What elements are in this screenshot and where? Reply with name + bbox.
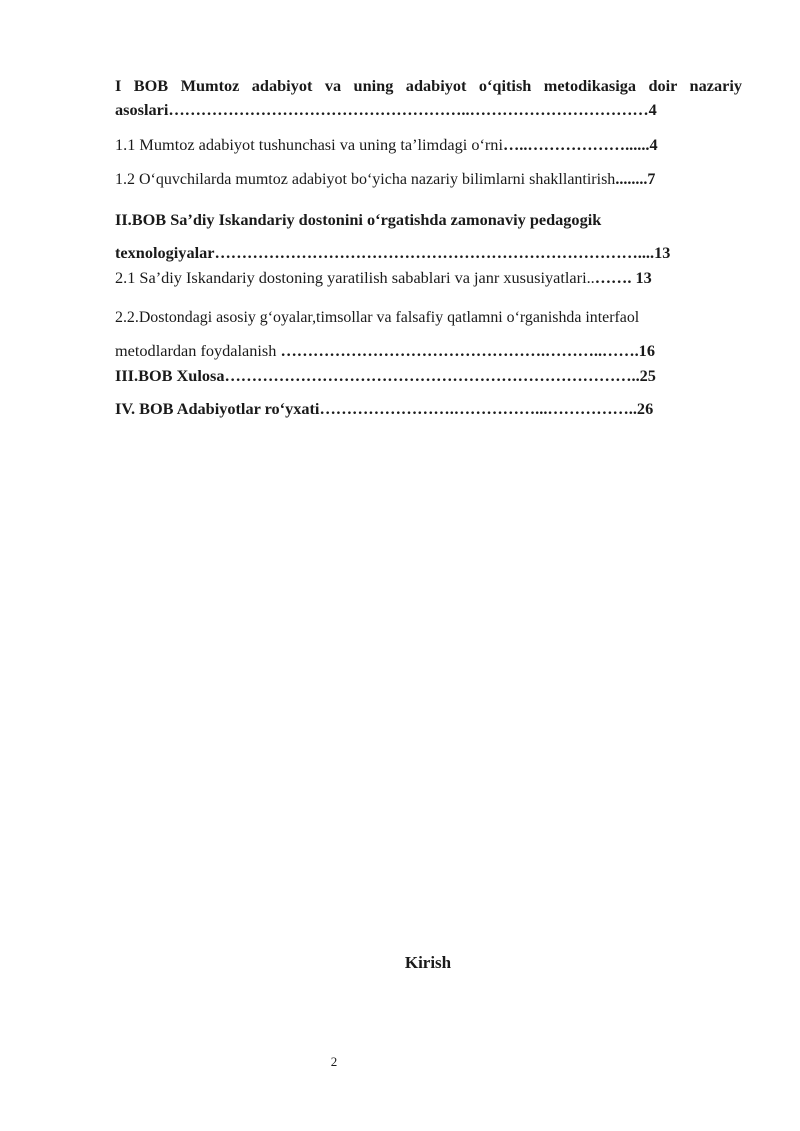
toc-entry-section-2-1-title: 2.1 Sa’diy Iskandariy dostoning yaratilish sabablari va janr xususiyatlari.. xyxy=(115,268,595,287)
toc-entry-section-2-2[interactable] xyxy=(115,301,742,367)
toc-entry-section-1-1-title: 1.1 Mumtoz adabiyot tushunchasi va uning ta’limdagi o‘rni xyxy=(115,135,503,154)
toc-entry-section-2-1[interactable] xyxy=(115,267,742,289)
section-heading-kirish: Kirish xyxy=(404,953,452,972)
toc-entry-section-2-2-line1: 2.2.Dostondagi asosiy g‘oyalar,timsollar va falsafiy qatlamni o‘rganishda interfaol xyxy=(115,309,640,326)
toc-entry-chapter-3-title: III.BOB Xulosa…………………………………………………………………..25 xyxy=(115,366,656,385)
toc-entry-section-1-1[interactable] xyxy=(115,134,742,156)
toc-entry-section-2-1-leader: ……. 13 xyxy=(594,268,652,287)
toc-entry-section-1-1-leader: …..………………......4 xyxy=(502,135,658,154)
toc-entry-chapter-3[interactable] xyxy=(115,365,742,387)
toc-entry-section-1-2-leader: ........7 xyxy=(615,171,656,188)
toc-entry-chapter-2-line2: texnologiyalar……………………………………………………………………....13 xyxy=(115,243,671,262)
toc-entry-section-1-2[interactable] xyxy=(115,169,742,191)
toc-entry-chapter-1[interactable] xyxy=(115,74,742,122)
toc-entry-section-2-2-leader: ………………………………………….………..…….16 xyxy=(280,341,655,360)
toc-entry-section-2-2-line2-title: metodlardan foydalanish xyxy=(115,341,281,360)
page-number: 2 xyxy=(330,1054,338,1069)
toc-entry-section-1-2-title: 1.2 O‘quvchilarda mumtoz adabiyot bo‘yicha nazariy bilimlarni shakllantirish xyxy=(115,171,616,188)
toc-entry-chapter-2[interactable] xyxy=(115,203,742,269)
toc-entry-chapter-4[interactable] xyxy=(115,398,742,420)
toc-entry-chapter-2-line1: II.BOB Sa’diy Iskandariy dostonini o‘rgatishda zamonaviy pedagogik xyxy=(115,210,602,229)
toc-entry-chapter-4-title: IV. BOB Adabiyotlar ro‘yxati…………………….……………...……………..26 xyxy=(115,399,654,418)
toc-entry-section-2-2-line2 xyxy=(115,334,742,367)
toc-entry-chapter-1-line1: I BOB Mumtoz adabiyot va uning adabiyot o‘qitish metodikasiga doir nazariy xyxy=(115,76,742,95)
toc-entry-chapter-1-line2: asoslari………………………………………………..……………………………4 xyxy=(115,100,657,119)
